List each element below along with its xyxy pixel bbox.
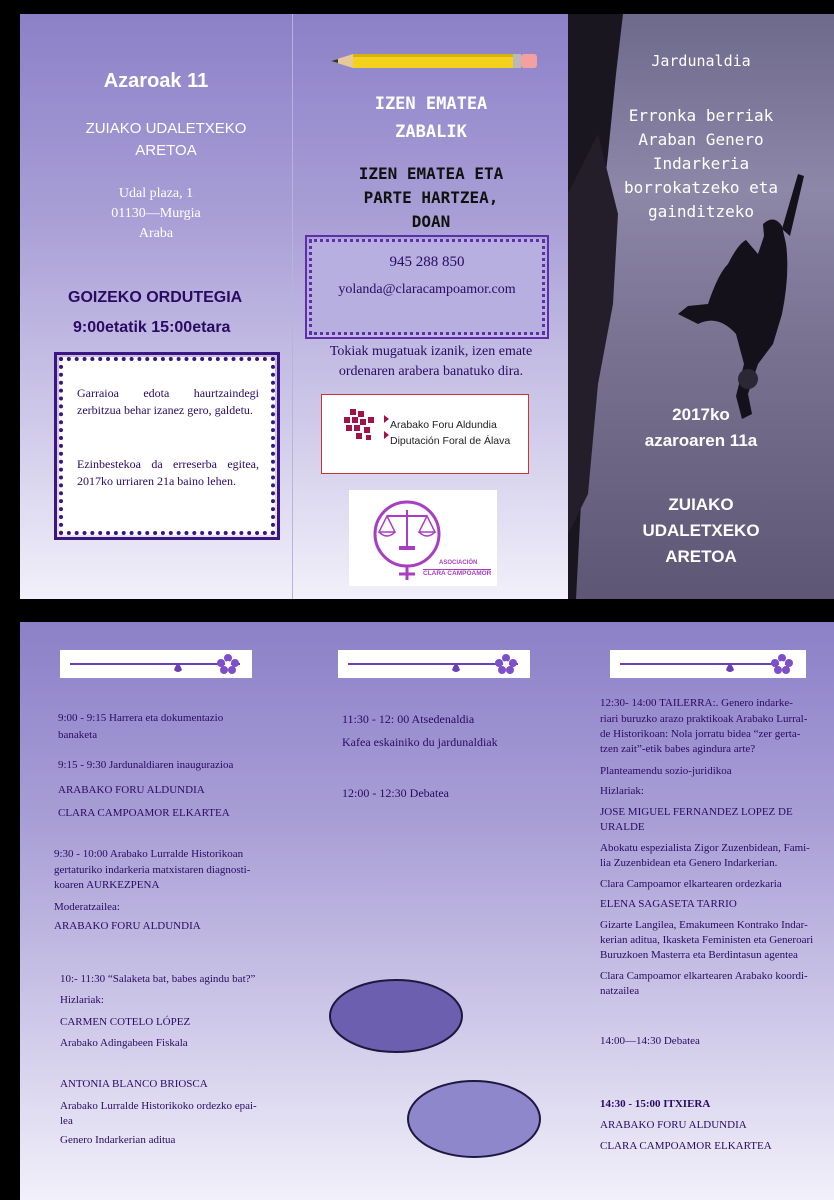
cover-venue <box>568 492 834 570</box>
logo-line-1: Arabako Foru Aldundia <box>390 419 497 431</box>
program-line: lea <box>60 1115 73 1127</box>
registration-open <box>293 90 569 146</box>
program-line: 14:30 - 15:00 ITXIERA <box>600 1098 711 1110</box>
contact-phone[interactable]: 945 288 850 <box>389 254 465 270</box>
cover-date-line: azaroaren 11a <box>644 431 758 450</box>
registration-open-line: ZABALIK <box>395 122 467 142</box>
notice-box <box>59 357 275 535</box>
address-line: 01130—Murgia <box>111 206 201 221</box>
event-date: Azaroak 11 <box>103 70 209 92</box>
panel-left <box>20 14 292 599</box>
address <box>20 184 292 244</box>
free-line: IZEN EMATEA ETA <box>358 164 504 183</box>
contact-email[interactable]: yolanda@claracampoamor.com <box>338 282 516 297</box>
divider-ruler <box>338 650 530 678</box>
program-line: 11:30 - 12: 00 Atsedenaldia <box>342 712 475 726</box>
program-line: de Historikoan: Nola jorratu bidea “zer gerta- <box>600 728 801 740</box>
foru-aldundia-logo <box>321 394 529 474</box>
decorative-ellipse <box>326 976 466 1056</box>
contact-box <box>309 239 545 335</box>
pencil-icon <box>331 52 541 70</box>
address-line: Udal plaza, 1 <box>118 186 194 201</box>
program-line: Gizarte Langilea, Emakumeen Kontrako Indar- <box>600 919 808 931</box>
program-line: natzailea <box>600 985 640 997</box>
program-line: ARABAKO FORU ALDUNDIA <box>600 1119 747 1131</box>
panel-middle <box>292 14 569 599</box>
decorative-ellipse <box>404 1076 544 1162</box>
program-line: Hizlariak: <box>60 994 104 1006</box>
program-line: Abokatu espezialista Zigor Zuzenbidean, Fami- <box>600 842 810 854</box>
cover-venue-line: ARETOA <box>665 547 737 566</box>
program-line: 14:00—14:30 Debatea <box>600 1035 700 1047</box>
program-line: CARMEN COTELO LÓPEZ <box>60 1016 191 1028</box>
program-line: URALDE <box>600 821 645 833</box>
free-participation <box>293 162 569 234</box>
cover-date-line: 2017ko <box>672 405 730 424</box>
cover-title-line: Erronka berriak <box>628 106 774 125</box>
flower-icon <box>720 652 800 676</box>
program-line: kerian aditua, Ikasketa Feministen eta Generoari <box>600 934 814 946</box>
program-line: Planteamendu sozio-juridikoa <box>600 765 732 777</box>
cover-title-line: Araban Genero <box>638 130 764 149</box>
program-line: CLARA CAMPOAMOR ELKARTEA <box>58 807 230 819</box>
program-line: 9:00 - 9:15 Harrera eta dokumentazio <box>58 712 224 724</box>
foru-aldundia-icon <box>342 407 384 447</box>
assoc-line-2: CLARA CAMPOAMOR <box>423 570 492 577</box>
venue-name: ZUIAKO UDALETXEKO ARETOA <box>85 120 247 159</box>
cover-date <box>568 402 834 454</box>
program-line: Clara Campoamor elkartearen Arabako koordi- <box>600 970 808 982</box>
cover-title-line: borrokatzeko eta <box>623 178 779 197</box>
cover-title-line: Indarkeria <box>652 154 750 173</box>
program-line: Genero Indarkerian aditua <box>60 1134 176 1146</box>
limited-places: Tokiak mugatuak izanik, izen emate ordenaren arabera banatuko dira. <box>329 344 533 379</box>
program-line: 12:30- 14:00 TAILERRA:. Genero indarke- <box>600 697 793 709</box>
cover-title <box>568 104 834 224</box>
program-line: 9:30 - 10:00 Arabako Lurralde Historikoan <box>54 848 244 860</box>
program-sheet <box>20 622 834 1200</box>
program-line: banaketa <box>58 729 98 741</box>
schedule-time: 9:00etatik 15:00etara <box>73 319 231 336</box>
assoc-line-1: ASOCIACIÓN <box>439 560 478 566</box>
program-line: CLARA CAMPOAMOR ELKARTEA <box>600 1140 772 1152</box>
program-line: ARABAKO FORU ALDUNDIA <box>54 920 201 932</box>
logo-line-2: Diputación Foral de Álava <box>390 435 511 447</box>
program-line: tzen zait”-etik babes agindura arte? <box>600 743 756 755</box>
program-line: gertaturiko indarkeria matxistaren diagnosti- <box>54 864 251 876</box>
program-line: ANTONIA BLANCO BRIOSCA <box>60 1078 208 1090</box>
arrow-icon <box>384 415 389 423</box>
program-line: lia Zuzenbidean eta Genero Indarkerian. <box>600 857 778 869</box>
program-line: Kafea eskainiko du jardunaldiak <box>342 735 498 749</box>
cover-venue-line: UDALETXEKO <box>642 521 760 540</box>
cover-title-line: gainditzeko <box>648 202 754 221</box>
program-line: 12:00 - 12:30 Debatea <box>342 786 449 800</box>
cover-label: Jardunaldia <box>651 52 751 70</box>
divider-ruler <box>60 650 252 678</box>
program-line: ELENA SAGASETA TARRIO <box>600 898 737 910</box>
program-line: 10:- 11:30 “Salaketa bat, babes agindu bat?” <box>60 973 256 985</box>
schedule-title: GOIZEKO ORDUTEGIA <box>68 289 243 306</box>
program-line: riari buruzko arazo praktikoak Arabako Lurral- <box>600 713 808 725</box>
divider-ruler <box>610 650 806 678</box>
program-line: Hizlariak: <box>600 785 644 797</box>
program-line: 9:15 - 9:30 Jardunaldiaren inaugurazioa <box>58 759 234 771</box>
program-line: Buruzkoen Masterra eta Berdintasun agentea <box>600 949 798 961</box>
panel-right-cover <box>568 14 834 599</box>
program-line: JOSE MIGUEL FERNANDEZ LOPEZ DE <box>600 806 793 818</box>
program-line: Arabako Adingabeen Fiskala <box>60 1037 188 1049</box>
program-line: koaren AURKEZPENA <box>54 879 160 891</box>
registration-open-line: IZEN EMATEA <box>374 94 488 114</box>
flower-icon <box>168 652 248 676</box>
program-line: ARABAKO FORU ALDUNDIA <box>58 784 205 796</box>
clara-campoamor-logo <box>349 490 497 586</box>
free-line: PARTE HARTZEA, <box>363 188 499 207</box>
free-line: DOAN <box>411 212 451 231</box>
notice-reservation: Ezinbestekoa da erreserba egitea, 2017ko urriaren 21a baino lehen. <box>77 457 259 488</box>
notice-transport: Garraioa edota haurtzaindegi zerbitzua behar izanez gero, galdetu. <box>77 386 259 417</box>
program-line: Clara Campoamor elkartearen ordezkaria <box>600 878 782 890</box>
cover-venue-line: ZUIAKO <box>668 495 734 514</box>
program-line: Arabako Lurralde Historikoko ordezko epai- <box>60 1100 257 1112</box>
arrow-icon <box>384 431 389 439</box>
program-line: Moderatzailea: <box>54 901 120 913</box>
flower-icon <box>446 652 526 676</box>
address-line: Araba <box>138 226 174 241</box>
